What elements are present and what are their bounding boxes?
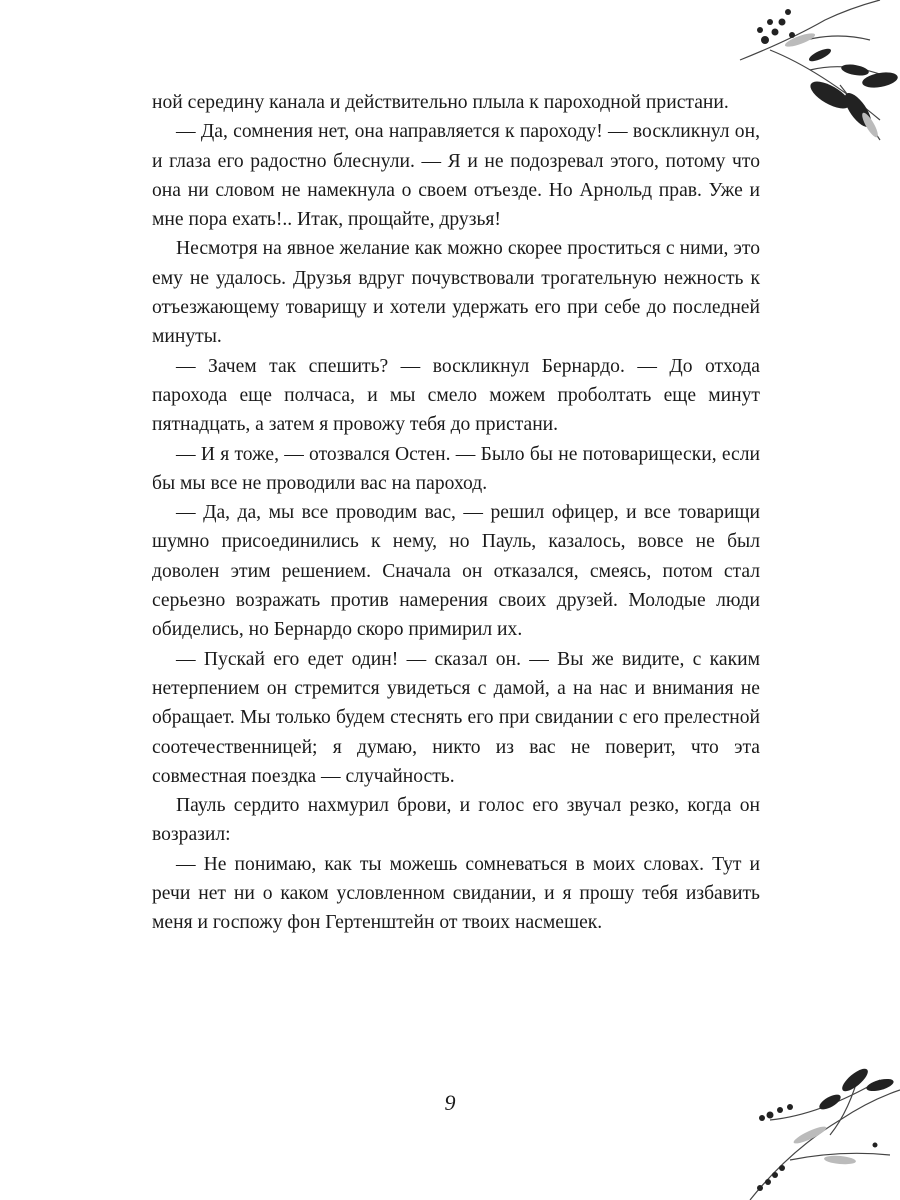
- floral-branch-bottom-icon: [730, 1060, 900, 1200]
- paragraph: ной середину канала и действительно плыла к пароходной пристани.: [152, 92, 729, 113]
- paragraph: Несмотря на явное желание как можно скорее проститься с ними, это ему не удалось. Друзья вдруг почувствовали трогательную нежность к отъезжающему товарищу и хотели удержать его при себе до последней минуты.: [152, 238, 760, 348]
- paragraph: — Зачем так спешить? — воскликнул Бернардо. — До отхода парохода еще полчаса, и мы смело можем проболтать еще минут пятнадцать, а затем я провожу тебя до пристани.: [152, 355, 760, 436]
- paragraph: — Да, сомнения нет, она направляется к пароходу! — воскликнул он, и глаза его радостно блеснули. — Я и не подозревал этого, потому что она ни словом не намекнула о своем отъезде. Но Арнольд прав. Уже и мне пора ехать!.. Итак, прощайте, друзья!: [152, 121, 760, 231]
- paragraph: Пауль сердито нахмурил брови, и голос его звучал резко, когда он возразил:: [152, 795, 760, 846]
- paragraph: — Пускай его едет один! — сказал он. — Вы же видите, с каким нетерпением он стремится увидеться с дамой, а на нас и внимания не обращает. Мы только будем стеснять его при свидании с его прелестной соотечественницей; я думаю, никто из вас не поверит, что эта совместная поездка — случайность.: [152, 648, 760, 787]
- paragraph: — Не понимаю, как ты можешь сомневаться в моих словах. Тут и речи нет ни о каком условленном свидании, и я прошу тебя избавить меня и госпожу фон Гертенштейн от твоих насмешек.: [152, 853, 760, 934]
- body-text: [152, 88, 760, 938]
- paragraph: — Да, да, мы все проводим вас, — решил офицер, и все товарищи шумно присоединились к нему, но Пауль, казалось, вовсе не был доволен этим решением. Сначала он отказался, смеясь, потом стал серьезно возражать против намерения своих друзей. Молодые люди обиделись, но Бернардо скоро примирил их.: [152, 502, 760, 641]
- page-number: 9: [444, 1090, 456, 1115]
- paragraph: — И я тоже, — отозвался Остен. — Было бы не потоварищески, если бы мы все не проводили вас на пароход.: [152, 443, 760, 494]
